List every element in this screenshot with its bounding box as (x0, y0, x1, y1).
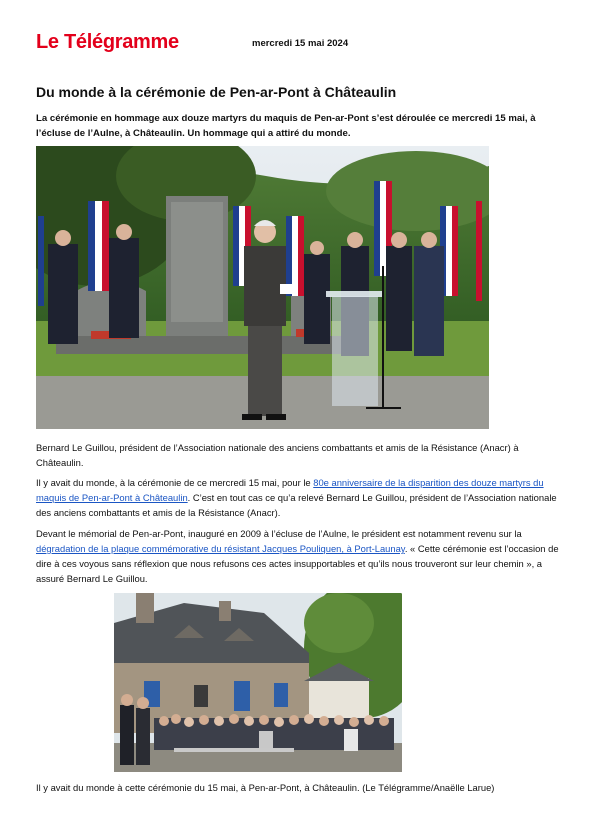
article-lead: La cérémonie en hommage aux douze martyrs du maquis de Pen-ar-Pont s’est déroulée ce mercredi 15 mai, à l’écluse de l’Aulne, à Châteaulin. Un hommage qui a attiré du monde. (36, 113, 536, 139)
para2-text-before: Devant le mémorial de Pen-ar-Pont, inauguré en 2009 à l’écluse de l’Aulne, le président est notamment revenu sur la (36, 528, 522, 539)
article-paragraph-1 (36, 475, 561, 520)
article-paragraph-2 (36, 526, 561, 586)
newspaper-logo: Le Télégramme (36, 31, 179, 53)
para1-text-before: Il y avait du monde, à la cérémonie de ce mercredi 15 mai, pour le (36, 477, 314, 488)
publication-date: mercredi 15 mai 2024 (252, 38, 349, 49)
para2-text-after: . « Cette cérémonie est l’occasion de dire à ces voyous sans réflexion que nous refusons ces actes insupportables et qu’ils nous trouveront sur leur chemin », a assuré Bernard Le Guillou. (36, 543, 559, 584)
plaque-degradation-link[interactable]: dégradation de la plaque commémorative du résistant Jacques Pouliquen, à Port-Launay (36, 543, 405, 554)
ceremony-speaker-photo (36, 146, 489, 429)
anniversary-article-link[interactable]: 80e anniversaire de la disparition des douze martyrs du maquis de Pen-ar-Pont à Châteaulin (36, 477, 544, 503)
para1-text-after: . C’est en tout cas ce qu’a relevé Bernard Le Guillou, président de l’Association nationale des anciens combattants et amis de la Résistance (Anacr). (36, 492, 557, 518)
photo2-caption: Il y avait du monde à cette cérémonie du 15 mai, à Pen-ar-Pont, à Châteaulin. (Le Télégramme/Anaëlle Larue) (36, 782, 495, 793)
ceremony-crowd-photo (114, 593, 402, 772)
article-title: Du monde à la cérémonie de Pen-ar-Pont à Châteaulin (36, 84, 397, 100)
photo1-caption: Bernard Le Guillou, président de l’Association nationale des anciens combattants et amis de la Résistance (Anacr) à Châteaulin. (36, 442, 519, 468)
